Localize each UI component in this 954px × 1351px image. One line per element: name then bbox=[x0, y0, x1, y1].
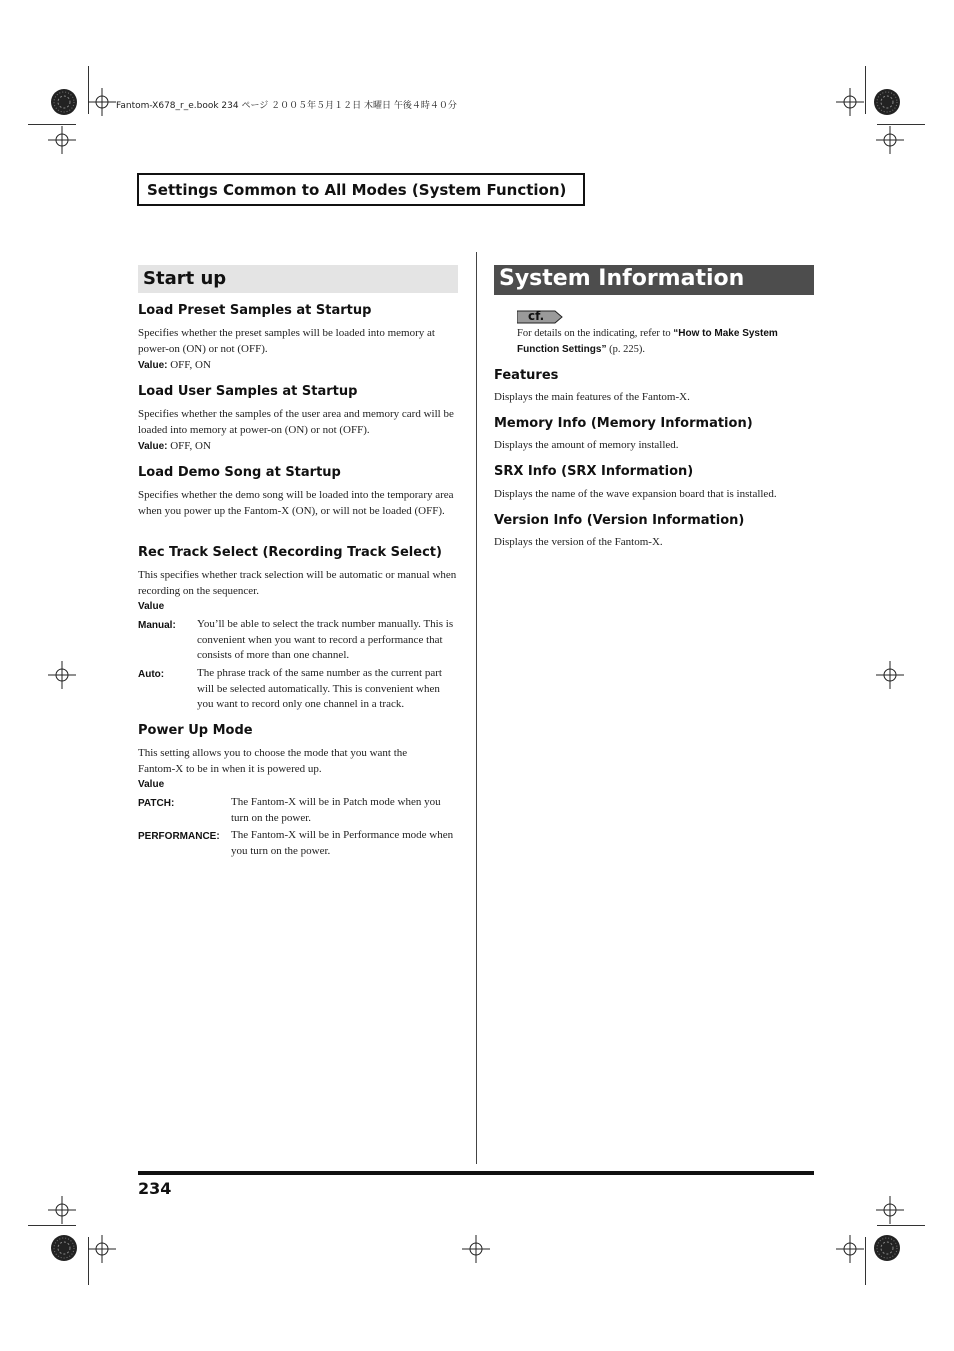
page-number: 234 bbox=[138, 1179, 172, 1198]
value-item-performance bbox=[138, 828, 458, 862]
value-heading-power-up: Value bbox=[138, 779, 165, 790]
body-srx-info: Displays the name of the wave expansion board that is installed. bbox=[494, 488, 777, 500]
registration-crosshair-icon bbox=[462, 1235, 490, 1263]
value-heading-rec-track: Value bbox=[138, 601, 165, 612]
cf-label: cf. bbox=[528, 309, 545, 323]
chapter-title: Settings Common to All Modes (System Function) bbox=[147, 181, 567, 199]
registration-crosshair-icon bbox=[48, 126, 76, 154]
value-text: OFF, ON bbox=[167, 440, 211, 452]
section-header-system-information bbox=[494, 265, 814, 295]
registration-dial-icon bbox=[873, 1234, 901, 1262]
value-label: Value: bbox=[138, 360, 168, 371]
heading-version-info: Version Info (Version Information) bbox=[494, 513, 745, 528]
registration-crosshair-icon bbox=[876, 661, 904, 689]
value-load-user bbox=[138, 439, 458, 455]
value-label: Value: bbox=[138, 441, 168, 452]
chapter-header bbox=[137, 173, 585, 206]
crop-line bbox=[877, 1225, 925, 1226]
registration-crosshair-icon bbox=[48, 1196, 76, 1224]
value-desc: The Fantom-X will be in Patch mode when you turn on the power. bbox=[231, 796, 441, 824]
body-rec-track: This specifies whether track selection will be automatic or manual when recording on the sequencer. bbox=[138, 569, 457, 597]
value-term: Auto: bbox=[138, 669, 165, 680]
cf-reference-icon bbox=[517, 310, 563, 324]
registration-crosshair-icon bbox=[876, 126, 904, 154]
value-term: Manual: bbox=[138, 620, 176, 631]
heading-load-preset: Load Preset Samples at Startup bbox=[138, 303, 372, 318]
value-text: OFF, ON bbox=[167, 359, 211, 371]
heading-load-user: Load User Samples at Startup bbox=[138, 384, 358, 399]
crop-line bbox=[877, 124, 925, 125]
body-load-demo: Specifies whether the demo song will be loaded into the temporary area when you power up the Fantom-X (ON), or will not be loaded (OFF). bbox=[138, 489, 454, 517]
body-load-preset: Specifies whether the preset samples will be loaded into memory at power-on (ON) or not (OFF). bbox=[138, 327, 435, 355]
column-divider bbox=[476, 252, 477, 1164]
registration-crosshair-icon bbox=[836, 1235, 864, 1263]
value-desc: The Fantom-X will be in Performance mode when you turn on the power. bbox=[231, 829, 454, 857]
section-title: System Information bbox=[499, 266, 745, 291]
section-header-start-up bbox=[138, 265, 458, 293]
value-item-auto bbox=[138, 666, 458, 716]
registration-crosshair-icon bbox=[88, 1235, 116, 1263]
crop-line bbox=[28, 124, 76, 125]
heading-features: Features bbox=[494, 368, 559, 383]
body-power-up: This setting allows you to choose the mode that you want the Fantom-X to be in when it is powered up. bbox=[138, 747, 408, 775]
value-item-patch bbox=[138, 795, 458, 829]
cf-text-post: (p. 225). bbox=[606, 343, 645, 355]
body-memory-info: Displays the amount of memory installed. bbox=[494, 439, 679, 451]
value-desc: You’ll be able to select the track number manually. This is convenient when you want to record a performance that consists of more than one channel. bbox=[197, 618, 454, 661]
value-load-preset bbox=[138, 358, 458, 374]
heading-power-up: Power Up Mode bbox=[138, 723, 253, 738]
registration-dial-icon bbox=[50, 1234, 78, 1262]
crop-line bbox=[865, 1237, 866, 1285]
registration-crosshair-icon bbox=[88, 88, 116, 116]
crop-line bbox=[865, 66, 866, 114]
crop-line bbox=[28, 1225, 76, 1226]
registration-crosshair-icon bbox=[48, 661, 76, 689]
value-term: PERFORMANCE: bbox=[138, 831, 220, 842]
heading-rec-track: Rec Track Select (Recording Track Select) bbox=[138, 545, 442, 560]
heading-memory-info: Memory Info (Memory Information) bbox=[494, 416, 753, 431]
cf-note bbox=[517, 326, 814, 357]
cf-text: For details on the indicating, refer to bbox=[517, 328, 674, 339]
cf-link[interactable]: “How to Make System Function Settings” bbox=[517, 328, 778, 355]
value-term: PATCH: bbox=[138, 798, 175, 809]
section-title: Start up bbox=[143, 268, 227, 289]
registration-dial-icon bbox=[873, 88, 901, 116]
value-item-manual bbox=[138, 617, 458, 667]
body-version-info: Displays the version of the Fantom-X. bbox=[494, 536, 663, 548]
registration-dial-icon bbox=[50, 88, 78, 116]
heading-srx-info: SRX Info (SRX Information) bbox=[494, 464, 694, 479]
heading-load-demo: Load Demo Song at Startup bbox=[138, 465, 341, 480]
registration-crosshair-icon bbox=[836, 88, 864, 116]
body-features: Displays the main features of the Fantom-X. bbox=[494, 391, 690, 403]
footer-rule bbox=[138, 1171, 814, 1175]
body-load-user: Specifies whether the samples of the user area and memory card will be loaded into memory at power-on (ON) or not (OFF). bbox=[138, 408, 454, 436]
value-desc: The phrase track of the same number as the current part will be selected automatically. This is convenient when you want to record only one channel in a track. bbox=[197, 667, 442, 710]
registration-crosshair-icon bbox=[876, 1196, 904, 1224]
print-info: Fantom-X678_r_e.book 234 ページ ２００５年５月１２日 木曜日 午後４時４０分 bbox=[116, 101, 457, 111]
